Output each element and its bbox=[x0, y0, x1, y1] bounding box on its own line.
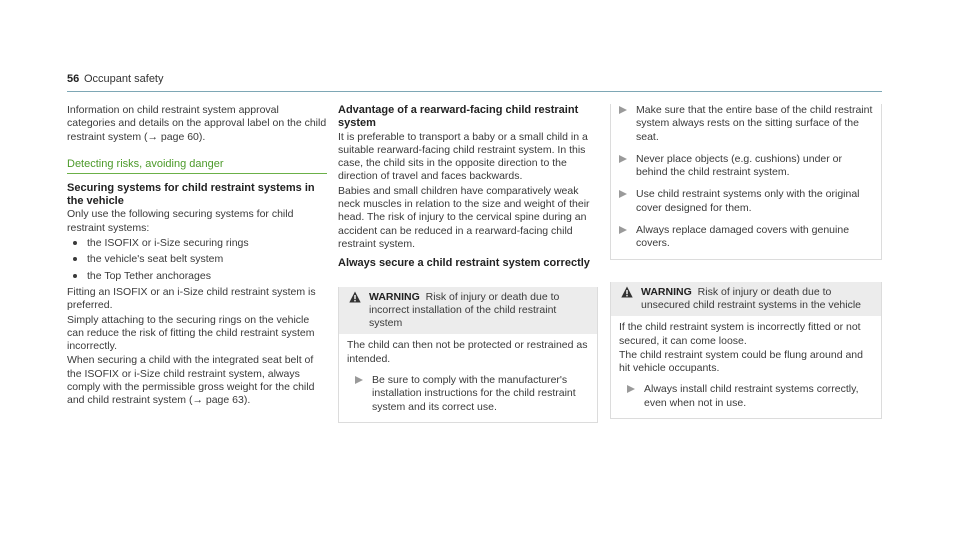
arrow-right-icon bbox=[619, 190, 627, 198]
step-text: Make sure that the entire base of the child restraint system always rests on the sitting surface of the seat. bbox=[636, 104, 873, 143]
arrow-right-icon bbox=[355, 376, 363, 384]
warning-title: Risk of injury or death due to unsecured child restraint systems in the vehicle bbox=[641, 285, 862, 311]
step-text: Always install child restraint systems correctly, even when not in use. bbox=[644, 383, 859, 409]
securing-systems-list bbox=[67, 237, 327, 283]
warning-title: Risk of injury or death due to incorrect installation of the child restraint system bbox=[369, 290, 560, 330]
section-title: Occupant safety bbox=[84, 73, 164, 85]
heading-secure-correctly: Always secure a child restraint system correctly bbox=[338, 257, 590, 270]
step-text: Always replace damaged covers with genuine covers. bbox=[636, 224, 850, 250]
warning-label: WARNING bbox=[641, 285, 692, 298]
list-item: the ISOFIX or i-Size securing rings bbox=[67, 237, 327, 250]
paragraph: Fitting an ISOFIX or an i-Size child restraint system is preferred. bbox=[67, 285, 316, 312]
subheading-securing-systems: Securing systems for child restraint systems in the vehicle bbox=[67, 181, 315, 208]
warning-text: If the child restraint system is incorrectly fitted or not secured, it can come loose. bbox=[619, 321, 861, 347]
intro-paragraph: Information on child restraint system approval categories and details on the approval label on the child restraint system (→ page 60). bbox=[67, 104, 327, 143]
warning-triangle-icon bbox=[349, 291, 361, 303]
warning-body bbox=[611, 316, 881, 418]
warning-header bbox=[611, 282, 881, 317]
warning-label: WARNING bbox=[369, 290, 420, 303]
page-header bbox=[67, 71, 882, 92]
instruction-step bbox=[611, 104, 875, 144]
page-number: 56 bbox=[67, 73, 80, 85]
arrow-right-icon bbox=[619, 226, 627, 234]
paragraph: It is preferable to transport a baby or a small child in a suitable rearward-facing child restraint system. In this case, the child sits in the opposite direction to the direction of travel and faces backwards. bbox=[338, 130, 588, 183]
column-2 bbox=[338, 104, 598, 423]
warning-text: The child can then not be protected or restrained as intended. bbox=[347, 339, 588, 365]
paragraph: When securing a child with the integrated seat belt of the ISOFIX or i-Size child restraint system, always comply with the permissible gross weight for the child and child restraint system (→ page 63). bbox=[67, 354, 315, 407]
instruction-step bbox=[347, 374, 589, 414]
warning-text: The child restraint system could be flung around and hit vehicle occupants. bbox=[619, 348, 863, 375]
warning-box bbox=[610, 282, 882, 419]
instruction-step bbox=[611, 188, 875, 215]
heading-rearward-facing: Advantage of a rearward-facing child restraint system bbox=[338, 104, 579, 130]
paragraph: Babies and small children have comparatively weak neck muscles in relation to the size and weight of their head. The risk of injury to the cervical spine during an accident can be reduced in a rearward-facing child restraint system. bbox=[338, 184, 590, 250]
warning-triangle-icon bbox=[621, 286, 633, 298]
step-text: Be sure to comply with the manufacturer's installation instructions for the child restraint system and its correct use. bbox=[372, 374, 576, 413]
arrow-right-icon bbox=[619, 106, 627, 114]
warning-box bbox=[338, 287, 598, 423]
step-text: Never place objects (e.g. cushions) under or behind the child restraint system. bbox=[636, 152, 843, 179]
list-item: the vehicle's seat belt system bbox=[67, 253, 327, 266]
paragraph: Simply attaching to the securing rings on the vehicle can reduce the risk of fitting the child restraint system incorrectly. bbox=[67, 313, 315, 353]
step-text: Use child restraint systems only with the original cover designed for them. bbox=[636, 188, 860, 214]
arrow-right-icon bbox=[627, 385, 635, 393]
column-3 bbox=[610, 104, 882, 419]
lead-paragraph: Only use the following securing systems for child restraint systems: bbox=[67, 208, 294, 234]
instruction-step bbox=[611, 153, 875, 180]
warning-header bbox=[339, 287, 597, 335]
instruction-step bbox=[619, 383, 873, 410]
instruction-list bbox=[610, 104, 882, 260]
column-1 bbox=[67, 104, 327, 409]
section-heading: Detecting risks, avoiding danger bbox=[67, 158, 327, 174]
instruction-step bbox=[611, 224, 875, 251]
warning-body bbox=[339, 334, 597, 421]
arrow-right-icon bbox=[619, 155, 627, 163]
list-item: the Top Tether anchorages bbox=[67, 270, 327, 283]
